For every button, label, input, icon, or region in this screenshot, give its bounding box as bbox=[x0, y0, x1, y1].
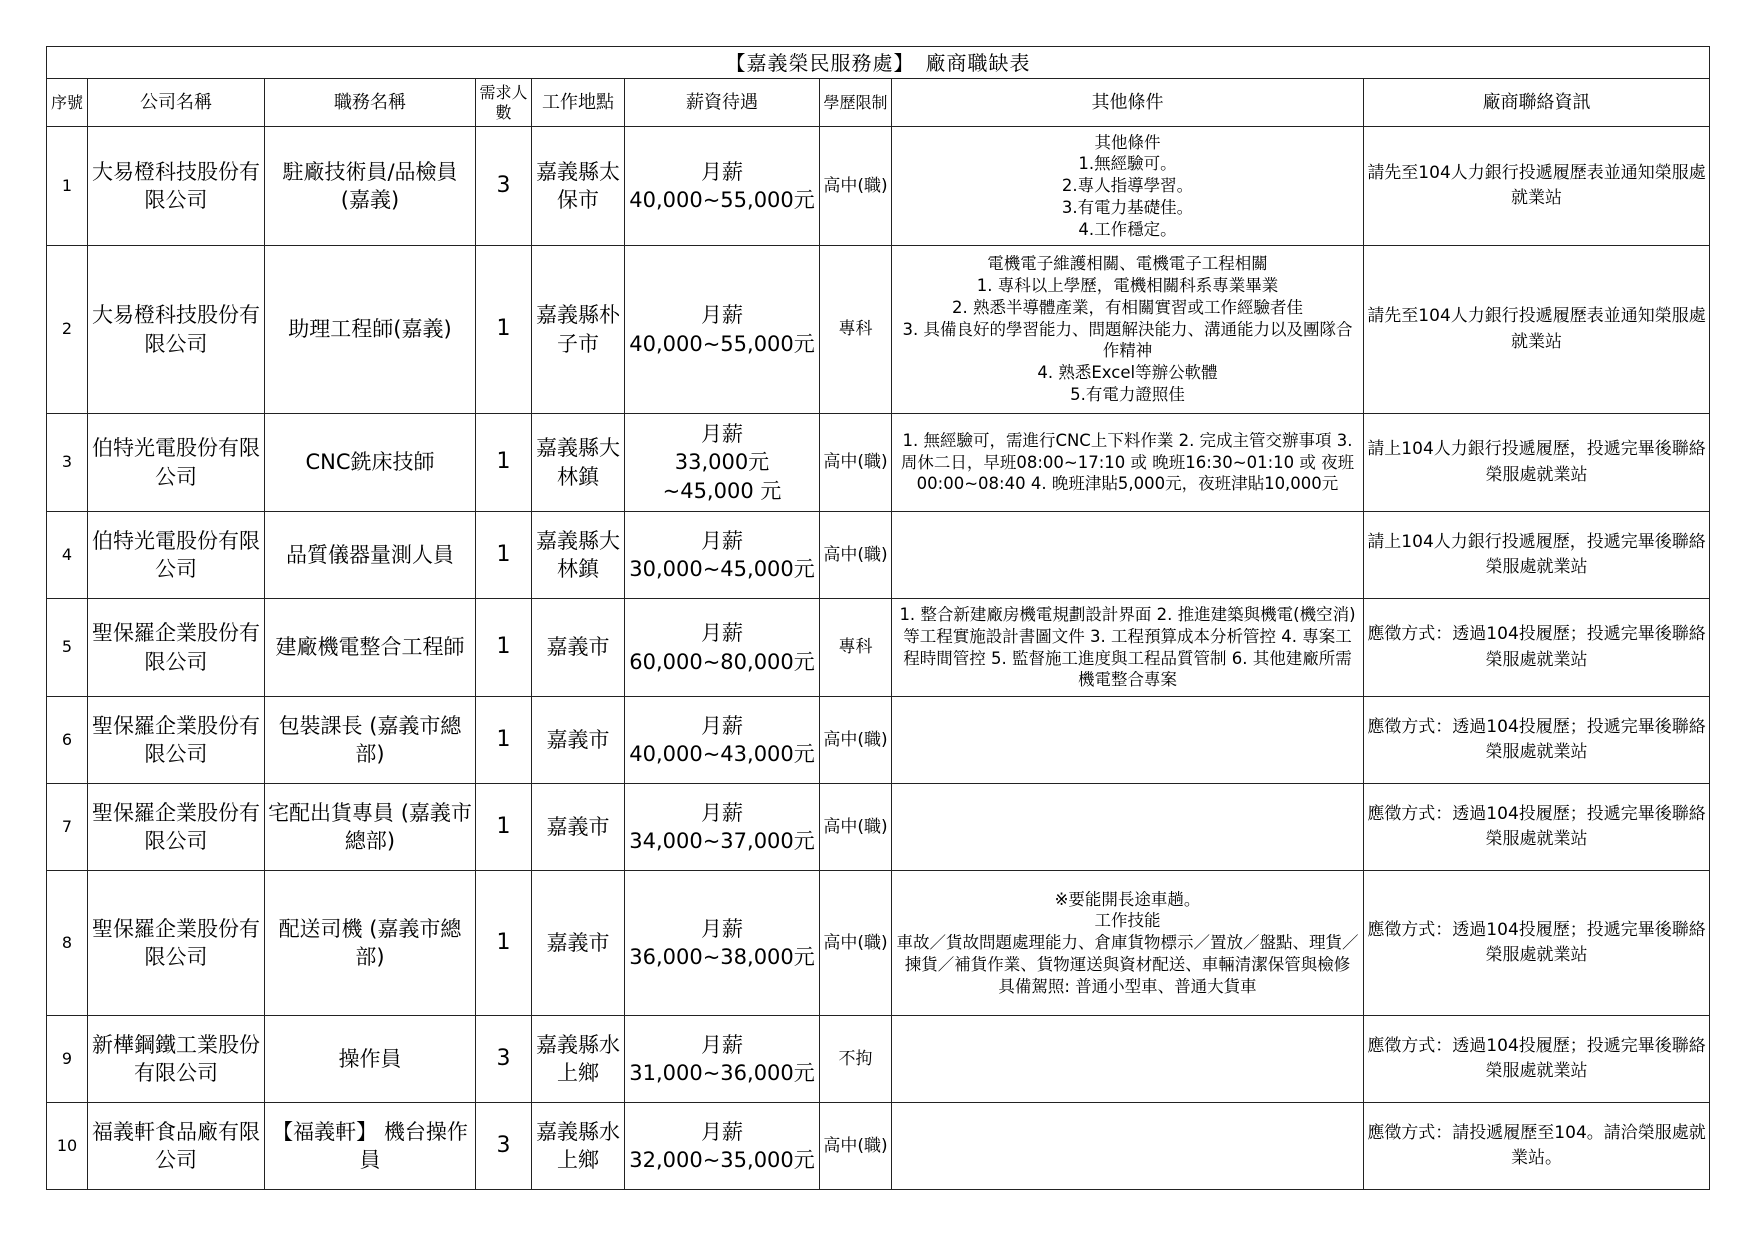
other-conditions bbox=[892, 784, 1364, 871]
headcount: 1 bbox=[476, 599, 532, 697]
salary: 月薪 40,000~55,000元 bbox=[625, 127, 820, 246]
header-contact: 廠商聯絡資訊 bbox=[1364, 79, 1710, 127]
other-conditions bbox=[892, 697, 1364, 784]
salary: 月薪 33,000元 ~45,000 元 bbox=[625, 414, 820, 512]
contact-info: 請先至104人力銀行投遞履歷表並通知榮服處就業站 bbox=[1364, 127, 1710, 246]
table-row bbox=[47, 1103, 1710, 1190]
contact-info: 請上104人力銀行投遞履歷，投遞完畢後聯絡榮服處就業站 bbox=[1364, 512, 1710, 599]
header-salary: 薪資待遇 bbox=[625, 79, 820, 127]
job-title: 配送司機 (嘉義市總部) bbox=[265, 871, 476, 1016]
company-name: 大易橙科技股份有限公司 bbox=[88, 127, 265, 246]
job-title: 品質儀器量測人員 bbox=[265, 512, 476, 599]
row-number: 8 bbox=[47, 871, 88, 1016]
table-row bbox=[47, 697, 1710, 784]
row-number: 3 bbox=[47, 414, 88, 512]
headcount: 1 bbox=[476, 697, 532, 784]
table-row bbox=[47, 784, 1710, 871]
education-requirement: 專科 bbox=[820, 599, 892, 697]
row-number: 2 bbox=[47, 246, 88, 414]
company-name: 聖保羅企業股份有限公司 bbox=[88, 784, 265, 871]
header-no: 序號 bbox=[47, 79, 88, 127]
company-name: 伯特光電股份有限公司 bbox=[88, 414, 265, 512]
header-job: 職務名稱 bbox=[265, 79, 476, 127]
table-row bbox=[47, 1016, 1710, 1103]
other-conditions: 1. 整合新建廠房機電規劃設計界面 2. 推進建築與機電(機空消)等工程實施設計書圖文件 3. 工程預算成本分析管控 4. 專案工程時間管控 5. 監督施工進度與工程品質管制 6. 其他建廠所需機電整合專案 bbox=[892, 599, 1364, 697]
header-location: 工作地點 bbox=[532, 79, 625, 127]
other-conditions: 電機電子維護相關、電機電子工程相關 1. 專科以上學歷，電機相關科系專業畢業 2. 熟悉半導體產業，有相關實習或工作經驗者佳 3. 具備良好的學習能力、問題解決能力、溝通能力以及團隊合作精神 4. 熟悉Excel等辦公軟體 5.有電力證照佳 bbox=[892, 246, 1364, 414]
other-conditions bbox=[892, 1103, 1364, 1190]
other-conditions: 1. 無經驗可，需進行CNC上下料作業 2. 完成主管交辦事項 3. 周休二日，早班08:00~17:10 或 晚班16:30~01:10 或 夜班00:00~08:40 4. 晚班津貼5,000元，夜班津貼10,000元 bbox=[892, 414, 1364, 512]
contact-info: 請先至104人力銀行投遞履歷表並通知榮服處就業站 bbox=[1364, 246, 1710, 414]
table-row bbox=[47, 414, 1710, 512]
salary: 月薪 31,000~36,000元 bbox=[625, 1016, 820, 1103]
salary: 月薪 40,000~43,000元 bbox=[625, 697, 820, 784]
contact-info: 應徵方式：請投遞履歷至104。請洽榮服處就業站。 bbox=[1364, 1103, 1710, 1190]
work-location: 嘉義縣水上鄉 bbox=[532, 1103, 625, 1190]
table-row bbox=[47, 599, 1710, 697]
salary: 月薪 34,000~37,000元 bbox=[625, 784, 820, 871]
other-conditions bbox=[892, 1016, 1364, 1103]
salary: 月薪 36,000~38,000元 bbox=[625, 871, 820, 1016]
job-title: 包裝課長 (嘉義市總部) bbox=[265, 697, 476, 784]
work-location: 嘉義縣大林鎮 bbox=[532, 512, 625, 599]
headcount: 1 bbox=[476, 414, 532, 512]
company-name: 伯特光電股份有限公司 bbox=[88, 512, 265, 599]
row-number: 7 bbox=[47, 784, 88, 871]
salary: 月薪 40,000~55,000元 bbox=[625, 246, 820, 414]
table-row bbox=[47, 871, 1710, 1016]
other-conditions bbox=[892, 512, 1364, 599]
job-vacancy-sheet bbox=[46, 46, 1709, 1190]
work-location: 嘉義市 bbox=[532, 599, 625, 697]
work-location: 嘉義縣朴子市 bbox=[532, 246, 625, 414]
row-number: 10 bbox=[47, 1103, 88, 1190]
work-location: 嘉義縣大林鎮 bbox=[532, 414, 625, 512]
company-name: 聖保羅企業股份有限公司 bbox=[88, 871, 265, 1016]
headcount: 3 bbox=[476, 127, 532, 246]
contact-info: 應徵方式：透過104投履歷；投遞完畢後聯絡榮服處就業站 bbox=[1364, 784, 1710, 871]
other-conditions: ※要能開長途車趟。 工作技能 車故／貨故問題處理能力、倉庫貨物標示／置放／盤點、理貨／揀貨／補貨作業、貨物運送與資材配送、車輛清潔保管與檢修 具備駕照: 普通小型車、普通大貨車 bbox=[892, 871, 1364, 1016]
education-requirement: 高中(職) bbox=[820, 512, 892, 599]
company-name: 大易橙科技股份有限公司 bbox=[88, 246, 265, 414]
work-location: 嘉義縣太保市 bbox=[532, 127, 625, 246]
job-title: 操作員 bbox=[265, 1016, 476, 1103]
job-rows bbox=[47, 127, 1710, 1190]
job-title: 駐廠技術員/品檢員(嘉義) bbox=[265, 127, 476, 246]
company-name: 新樺鋼鐵工業股份有限公司 bbox=[88, 1016, 265, 1103]
headcount: 3 bbox=[476, 1016, 532, 1103]
salary: 月薪 30,000~45,000元 bbox=[625, 512, 820, 599]
row-number: 6 bbox=[47, 697, 88, 784]
work-location: 嘉義市 bbox=[532, 871, 625, 1016]
row-number: 1 bbox=[47, 127, 88, 246]
education-requirement: 高中(職) bbox=[820, 697, 892, 784]
job-title: CNC銑床技師 bbox=[265, 414, 476, 512]
header-company: 公司名稱 bbox=[88, 79, 265, 127]
education-requirement: 專科 bbox=[820, 246, 892, 414]
company-name: 聖保羅企業股份有限公司 bbox=[88, 697, 265, 784]
work-location: 嘉義市 bbox=[532, 784, 625, 871]
sheet-title: 【嘉義榮民服務處】 廠商職缺表 bbox=[47, 47, 1710, 79]
row-number: 5 bbox=[47, 599, 88, 697]
company-name: 福義軒食品廠有限公司 bbox=[88, 1103, 265, 1190]
header-row bbox=[47, 79, 1710, 127]
education-requirement: 高中(職) bbox=[820, 127, 892, 246]
header-conditions: 其他條件 bbox=[892, 79, 1364, 127]
other-conditions: 其他條件 1.無經驗可。 2.專人指導學習。 3.有電力基礎佳。 4.工作穩定。 bbox=[892, 127, 1364, 246]
header-education: 學歷限制 bbox=[820, 79, 892, 127]
table-row bbox=[47, 246, 1710, 414]
job-title: 宅配出貨專員 (嘉義市總部) bbox=[265, 784, 476, 871]
contact-info: 請上104人力銀行投遞履歷，投遞完畢後聯絡榮服處就業站 bbox=[1364, 414, 1710, 512]
education-requirement: 高中(職) bbox=[820, 414, 892, 512]
job-title: 助理工程師(嘉義) bbox=[265, 246, 476, 414]
salary: 月薪 32,000~35,000元 bbox=[625, 1103, 820, 1190]
education-requirement: 高中(職) bbox=[820, 1103, 892, 1190]
headcount: 1 bbox=[476, 246, 532, 414]
headcount: 1 bbox=[476, 784, 532, 871]
education-requirement: 高中(職) bbox=[820, 871, 892, 1016]
contact-info: 應徵方式：透過104投履歷；投遞完畢後聯絡榮服處就業站 bbox=[1364, 599, 1710, 697]
row-number: 9 bbox=[47, 1016, 88, 1103]
salary: 月薪 60,000~80,000元 bbox=[625, 599, 820, 697]
job-title: 建廠機電整合工程師 bbox=[265, 599, 476, 697]
job-vacancy-table bbox=[46, 46, 1710, 1190]
work-location: 嘉義市 bbox=[532, 697, 625, 784]
headcount: 1 bbox=[476, 512, 532, 599]
contact-info: 應徵方式：透過104投履歷；投遞完畢後聯絡榮服處就業站 bbox=[1364, 1016, 1710, 1103]
contact-info: 應徵方式：透過104投履歷；投遞完畢後聯絡榮服處就業站 bbox=[1364, 871, 1710, 1016]
table-row bbox=[47, 512, 1710, 599]
headcount: 3 bbox=[476, 1103, 532, 1190]
table-row bbox=[47, 127, 1710, 246]
company-name: 聖保羅企業股份有限公司 bbox=[88, 599, 265, 697]
education-requirement: 高中(職) bbox=[820, 784, 892, 871]
header-count: 需求人數 bbox=[476, 79, 532, 127]
education-requirement: 不拘 bbox=[820, 1016, 892, 1103]
work-location: 嘉義縣水上鄉 bbox=[532, 1016, 625, 1103]
job-title: 【福義軒】 機台操作員 bbox=[265, 1103, 476, 1190]
row-number: 4 bbox=[47, 512, 88, 599]
headcount: 1 bbox=[476, 871, 532, 1016]
contact-info: 應徵方式：透過104投履歷；投遞完畢後聯絡榮服處就業站 bbox=[1364, 697, 1710, 784]
